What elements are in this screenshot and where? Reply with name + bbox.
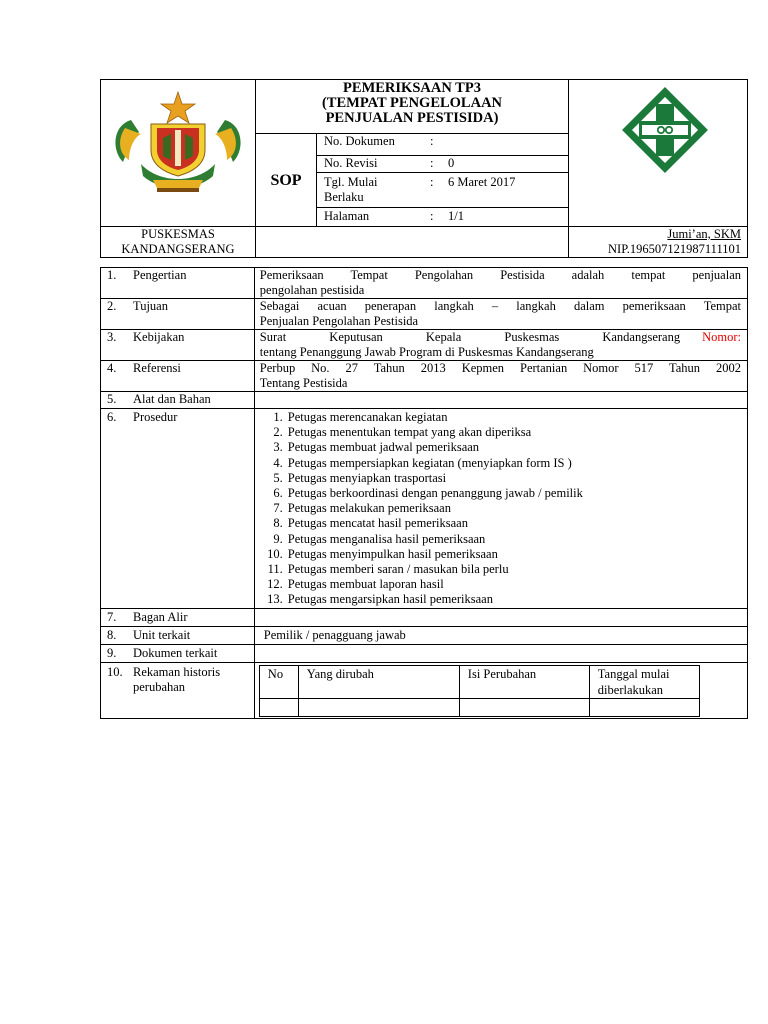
row-label-cell: [101, 330, 255, 361]
procedure-step-text: Petugas menyimpulkan hasil pemeriksaan: [287, 546, 498, 561]
row-content: [254, 268, 747, 299]
row-number: 7.: [107, 609, 117, 624]
procedure-step-text: Petugas menentukan tempat yang akan diperiksa: [287, 425, 532, 440]
content-line: tentang Penanggung Jawab Program di Puskesmas Kandangserang: [259, 345, 594, 359]
row-label: Referensi: [133, 361, 181, 375]
procedure-step-number: 3.: [273, 440, 283, 455]
procedure-step: [259, 471, 747, 486]
row-label-cell: [101, 644, 255, 662]
row-number: 1.: [107, 268, 117, 282]
history-col-date-line2: diberlakukan: [597, 682, 664, 697]
field-page: [317, 208, 569, 227]
row-content: [254, 608, 747, 626]
history-table: [259, 665, 700, 717]
procedure-step-number: 7.: [273, 501, 283, 516]
history-cell: [254, 662, 747, 718]
table-row: [101, 626, 748, 644]
procedure-step: [259, 456, 747, 471]
procedure-step-number: 13.: [267, 592, 283, 607]
procedure-step: [259, 425, 747, 440]
organization-name: [101, 227, 256, 258]
field-doc-number: [317, 134, 569, 156]
procedure-step-number: 6.: [273, 486, 283, 501]
procedure-step: [259, 562, 747, 577]
row-number: 9.: [107, 645, 117, 660]
row-number: 3.: [107, 330, 117, 344]
history-col-no: No: [259, 665, 298, 698]
procedure-step-number: 12.: [267, 577, 283, 592]
row-label: Prosedur: [133, 410, 178, 424]
content-line: Sebagai acuan penerapan langkah – langkah dalam pemeriksaan Tempat: [259, 299, 741, 313]
history-col-changed: Yang dirubah: [298, 665, 459, 698]
row-number: 6.: [107, 410, 117, 424]
regency-emblem-logo: [101, 80, 255, 222]
row-label-cell: [101, 361, 255, 392]
history-col-date-line1: Tanggal mulai: [597, 666, 670, 681]
table-row: [101, 330, 748, 361]
content-line: Pemilik / penagguang jawab: [263, 627, 406, 642]
field-label-cont: Berlaku: [324, 190, 364, 204]
row-label-cont: perubahan: [133, 679, 186, 694]
history-cell-empty: [259, 698, 298, 716]
procedure-step-text: Petugas membuat jadwal pemeriksaan: [287, 440, 480, 455]
procedure-step: [259, 577, 747, 592]
procedure-step-text: Petugas melakukan pemeriksaan: [287, 501, 451, 516]
procedure-step-text: Petugas mempersiapkan kegiatan (menyiapkan form IS ): [287, 455, 572, 470]
field-colon: :: [430, 156, 434, 170]
row-content: [254, 392, 747, 409]
field-label: No. Revisi: [324, 156, 378, 170]
procedure-step-number: 11.: [267, 562, 283, 577]
row-label-cell: [101, 268, 255, 299]
field-label: Tgl. Mulai: [324, 175, 378, 189]
procedure-step-number: 10.: [267, 546, 283, 561]
regency-logo-cell: [101, 80, 256, 227]
procedure-step-number: 2.: [273, 425, 283, 440]
history-col-date: [589, 665, 699, 698]
content-line: Pemeriksaan Tempat Pengolahan Pestisida adalah tempat penjualan: [259, 268, 741, 282]
field-value: 1/1: [448, 209, 464, 223]
row-label: Alat dan Bahan: [133, 392, 211, 406]
procedure-step: [259, 486, 747, 501]
procedure-list: [259, 410, 747, 608]
procedure-step-number: 8.: [273, 516, 283, 531]
content-line: Perbup No. 27 Tahun 2013 Kepmen Pertanian Nomor 517 Tahun 2002: [259, 361, 741, 375]
row-content: [254, 299, 747, 330]
title-line-1: PEMERIKSAAN TP3: [343, 80, 481, 96]
procedure-step-text: Petugas merencanakan kegiatan: [287, 410, 448, 424]
procedure-step-text: Petugas mencatat hasil pemeriksaan: [287, 516, 468, 531]
procedure-step: [259, 516, 747, 531]
row-label-cell: [101, 299, 255, 330]
table-row: [101, 392, 748, 409]
procedure-step-number: 1.: [273, 410, 283, 424]
field-label: No. Dokumen: [324, 134, 395, 148]
history-empty-row: [259, 698, 699, 716]
row-content: [254, 626, 747, 644]
procedure-step: [259, 440, 747, 455]
content-line: Surat Keputusan Kepala Puskesmas Kandangserang: [259, 330, 681, 344]
table-row: [101, 662, 748, 718]
row-content: [254, 361, 747, 392]
table-row: [101, 361, 748, 392]
history-header-row: [259, 665, 699, 698]
blank-footer-cell: [256, 227, 569, 258]
field-value: 6 Maret 2017: [448, 175, 516, 189]
history-cell-empty: [459, 698, 589, 716]
procedure-step-text: Petugas berkoordinasi dengan penanggung jawab / pemilik: [287, 486, 583, 501]
procedure-step: [259, 592, 747, 607]
procedure-step: [259, 547, 747, 562]
procedure-step-number: 9.: [273, 531, 283, 546]
document-title: [256, 80, 569, 134]
field-revision: [317, 156, 569, 173]
row-label: Dokumen terkait: [133, 645, 218, 660]
row-number: 4.: [107, 361, 117, 375]
procedure-step-text: Petugas mengarsipkan hasil pemeriksaan: [287, 592, 493, 607]
row-label-cell: [101, 392, 255, 409]
health-logo-cell: [569, 80, 748, 227]
row-label-cell: [101, 626, 255, 644]
procedure-step-text: Petugas memberi saran / masukan bila perlu: [287, 562, 509, 577]
row-label: Bagan Alir: [133, 609, 188, 624]
field-colon: :: [430, 175, 434, 189]
row-content: [254, 644, 747, 662]
row-label: Rekaman historis: [133, 664, 221, 679]
procedure-step-text: Petugas menganalisa hasil pemeriksaan: [287, 531, 486, 546]
signer-name: Jumi’an, SKM: [667, 227, 741, 241]
policy-number-label: Nomor:: [702, 330, 741, 344]
history-cell-empty: [298, 698, 459, 716]
org-line-1: PUSKESMAS: [141, 227, 215, 241]
content-line: pengolahan pestisida: [259, 283, 365, 297]
header-table: [100, 79, 748, 258]
title-line-3: PENJUALAN PESTISIDA): [325, 110, 499, 126]
table-row: [101, 608, 748, 626]
field-label: Halaman: [324, 209, 370, 223]
sop-content-table: [100, 267, 748, 719]
row-number: 8.: [107, 627, 117, 642]
row-label: Kebijakan: [133, 330, 185, 344]
procedure-step-text: Petugas menyiapkan trasportasi: [287, 470, 447, 485]
field-colon: :: [430, 209, 434, 223]
row-number: 2.: [107, 299, 117, 313]
sop-label: SOP: [256, 134, 317, 227]
puskesmas-cross-logo: [569, 80, 747, 222]
signer-nip: NIP.196507121987111101: [608, 242, 741, 256]
signer: [569, 227, 748, 258]
table-row: [101, 644, 748, 662]
procedure-step-number: 5.: [273, 470, 283, 485]
row-label-cell: [101, 409, 255, 609]
table-row: [101, 409, 748, 609]
row-label: Unit terkait: [133, 627, 191, 642]
field-colon: :: [430, 134, 434, 148]
procedure-step: [259, 501, 747, 516]
row-number: 10.: [107, 664, 123, 679]
row-label: Tujuan: [133, 299, 168, 313]
row-label-cell: [101, 608, 255, 626]
content-line: Tentang Pestisida: [259, 376, 348, 390]
procedure-cell: [254, 409, 747, 609]
content-line: Penjualan Pengolahan Pestisida: [259, 314, 419, 328]
row-label: Pengertian: [133, 268, 187, 282]
procedure-step: [259, 532, 747, 547]
field-start-date: [317, 173, 569, 208]
table-row: [101, 268, 748, 299]
history-cell-empty: [589, 698, 699, 716]
procedure-step-number: 4.: [273, 455, 283, 470]
title-line-2: (TEMPAT PENGELOLAAN: [321, 95, 503, 111]
row-number: 5.: [107, 392, 117, 406]
history-col-content: Isi Perubahan: [459, 665, 589, 698]
procedure-step: [259, 410, 747, 425]
table-row: [101, 299, 748, 330]
row-label-cell: [101, 662, 255, 718]
procedure-step-text: Petugas membuat laporan hasil: [287, 577, 444, 592]
row-content: [254, 330, 747, 361]
org-line-2: KANDANGSERANG: [121, 242, 235, 256]
field-value: 0: [448, 156, 455, 170]
